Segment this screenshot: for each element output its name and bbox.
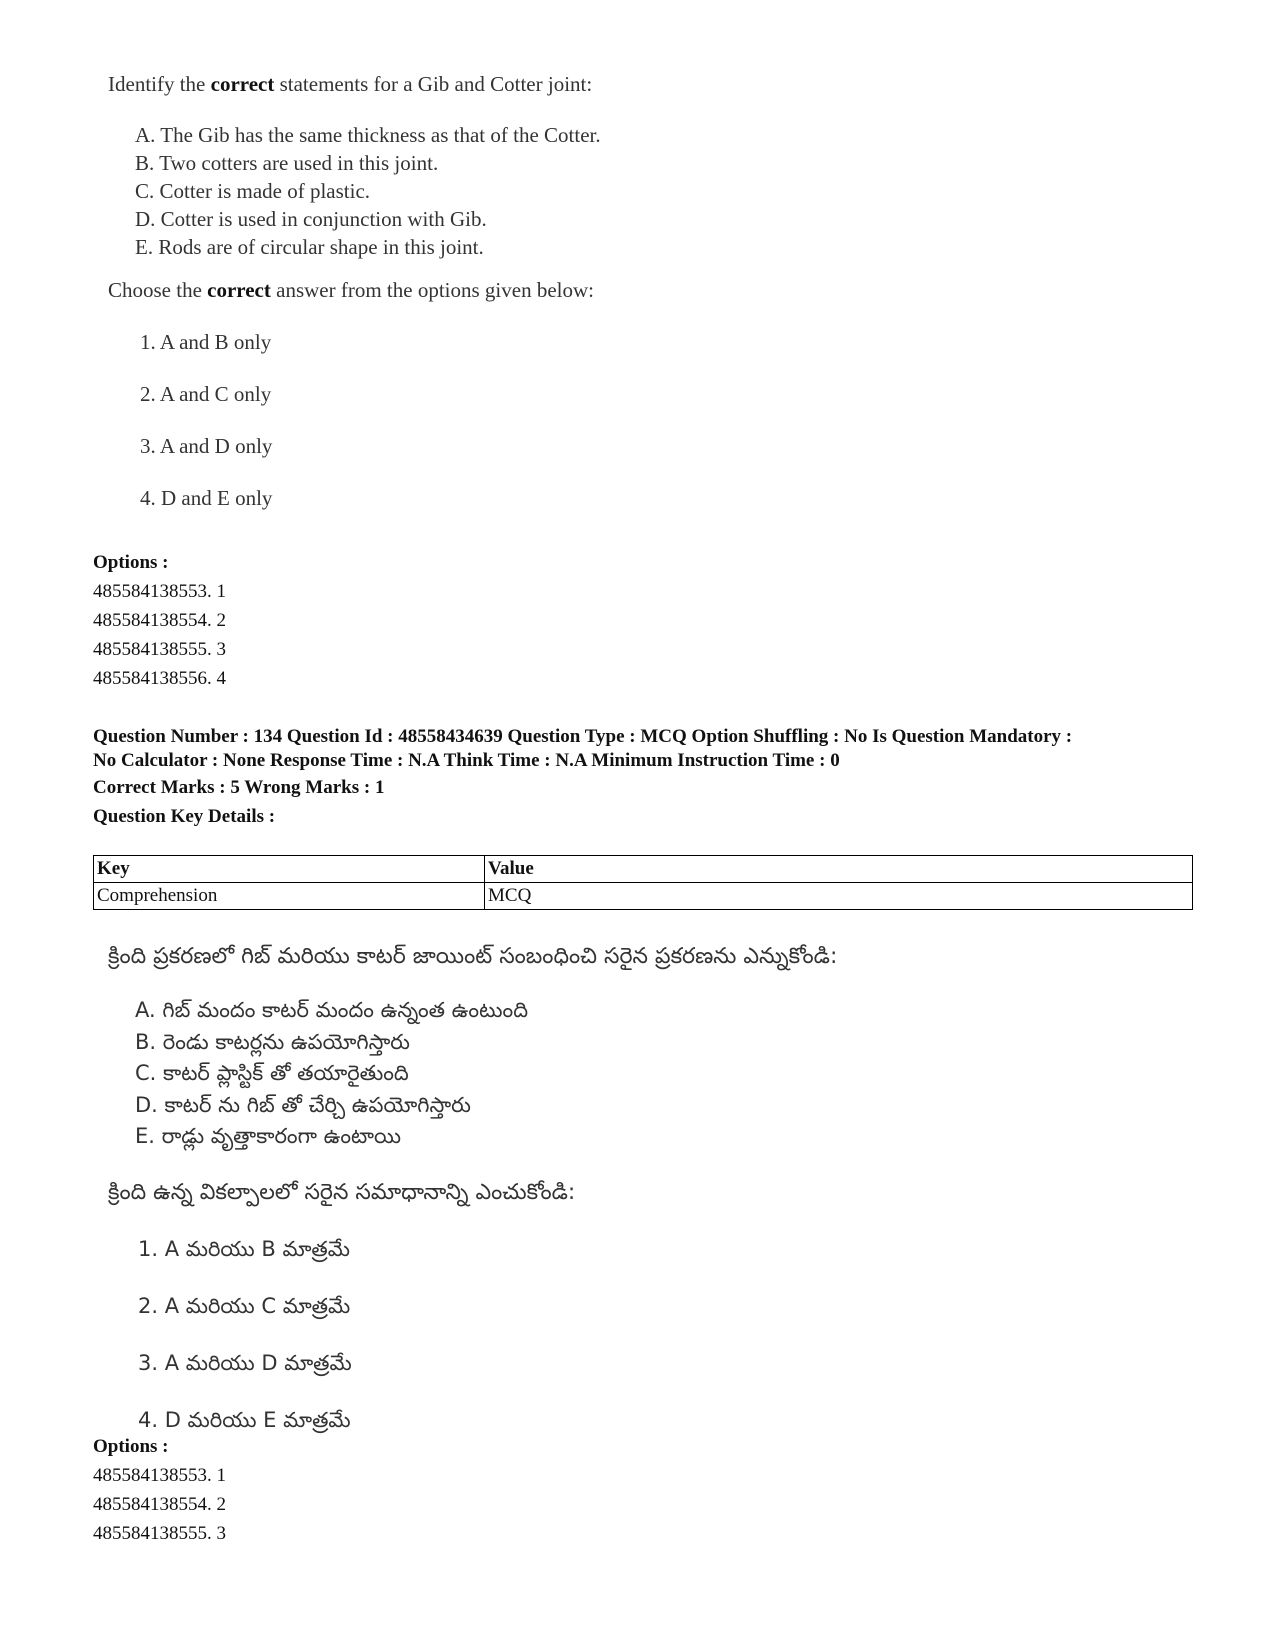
table-cell: Comprehension bbox=[94, 883, 485, 910]
statement-c: C. Cotter is made of plastic. bbox=[135, 179, 371, 203]
header-value: Value bbox=[485, 856, 1193, 883]
option-id-list bbox=[93, 577, 226, 693]
question-meta-line1: Question Number : 134 Question Id : 48558434639 Question Type : MCQ Option Shuffling : No Is Question Mandatory : bbox=[93, 726, 1073, 747]
option-id: 485584138554. 2 bbox=[93, 610, 226, 631]
telugu-choose-instruction: క్రింది ఉన్న వికల్పాలలో సరైన సమాధానాన్ని ఎంచుకోండి: bbox=[108, 1180, 576, 1205]
table-header-row bbox=[94, 856, 1193, 883]
option-id-list bbox=[93, 1461, 226, 1548]
statement-d: D. Cotter is used in conjunction with Gib. bbox=[135, 207, 487, 231]
marks-line: Correct Marks : 5 Wrong Marks : 1 bbox=[93, 777, 385, 798]
table-cell: MCQ bbox=[485, 883, 1193, 910]
statement-b: B. Two cotters are used in this joint. bbox=[135, 151, 439, 175]
header-key: Key bbox=[94, 856, 485, 883]
telugu-statement-list bbox=[135, 995, 528, 1153]
option-id: 485584138553. 1 bbox=[93, 581, 226, 602]
telugu-statement-e: E. రాడ్లు వృత్తాకారంగా ఉంటాయి bbox=[135, 1124, 401, 1148]
choice-2: 2. A and C only bbox=[140, 382, 272, 406]
options-heading: Options : bbox=[93, 1436, 169, 1457]
key-details-heading: Question Key Details : bbox=[93, 806, 276, 827]
choice-3: 3. A and D only bbox=[140, 434, 273, 458]
telugu-choice-3: 3. A మరియు D మాత్రమే bbox=[138, 1351, 352, 1375]
question-stem: Identify the correct statements for a Gib and Cotter joint: bbox=[108, 72, 593, 96]
options-heading: Options : bbox=[93, 552, 169, 573]
telugu-choice-1: 1. A మరియు B మాత్రమే bbox=[138, 1237, 350, 1261]
telugu-statement-d: D. కాటర్ ను గిబ్ తో చేర్చి ఉపయోగిస్తారు bbox=[135, 1092, 471, 1117]
telugu-question-stem: క్రింది ప్రకరణలో గిబ్ మరియు కాటర్ జాయింట్ సంబంధించి సరైన ప్రకరణను ఎన్నుకోండి: bbox=[108, 944, 838, 969]
telugu-choice-2: 2. A మరియు C మాత్రమే bbox=[138, 1294, 351, 1318]
question-meta bbox=[93, 725, 1072, 773]
key-details-table bbox=[93, 855, 1193, 910]
statement-list bbox=[135, 121, 601, 261]
option-id: 485584138556. 4 bbox=[93, 668, 226, 689]
option-id: 485584138555. 3 bbox=[93, 639, 226, 660]
option-id: 485584138555. 3 bbox=[93, 1523, 226, 1544]
telugu-statement-a: A. గిబ్ మందం కాటర్ మందం ఉన్నంత ఉంటుంది bbox=[135, 998, 529, 1022]
option-id: 485584138553. 1 bbox=[93, 1465, 226, 1486]
option-id: 485584138554. 2 bbox=[93, 1494, 226, 1515]
telugu-statement-c: C. కాటర్ ప్లాస్టిక్ తో తయారైతుంది bbox=[135, 1061, 409, 1085]
telugu-choice-4: 4. D మరియు E మాత్రమే bbox=[138, 1408, 351, 1432]
statement-a: A. The Gib has the same thickness as that of the Cotter. bbox=[135, 123, 601, 147]
question-meta-line2: No Calculator : None Response Time : N.A Think Time : N.A Minimum Instruction Time : 0 bbox=[93, 750, 840, 771]
statement-e: E. Rods are of circular shape in this joint. bbox=[135, 235, 484, 259]
choice-4: 4. D and E only bbox=[140, 486, 273, 510]
telugu-statement-b: B. రెండు కాటర్లను ఉపయోగిస్తారు bbox=[135, 1029, 410, 1054]
choice-1: 1. A and B only bbox=[140, 330, 272, 354]
table-row bbox=[94, 883, 1193, 910]
choose-instruction: Choose the correct answer from the options given below: bbox=[108, 278, 594, 302]
